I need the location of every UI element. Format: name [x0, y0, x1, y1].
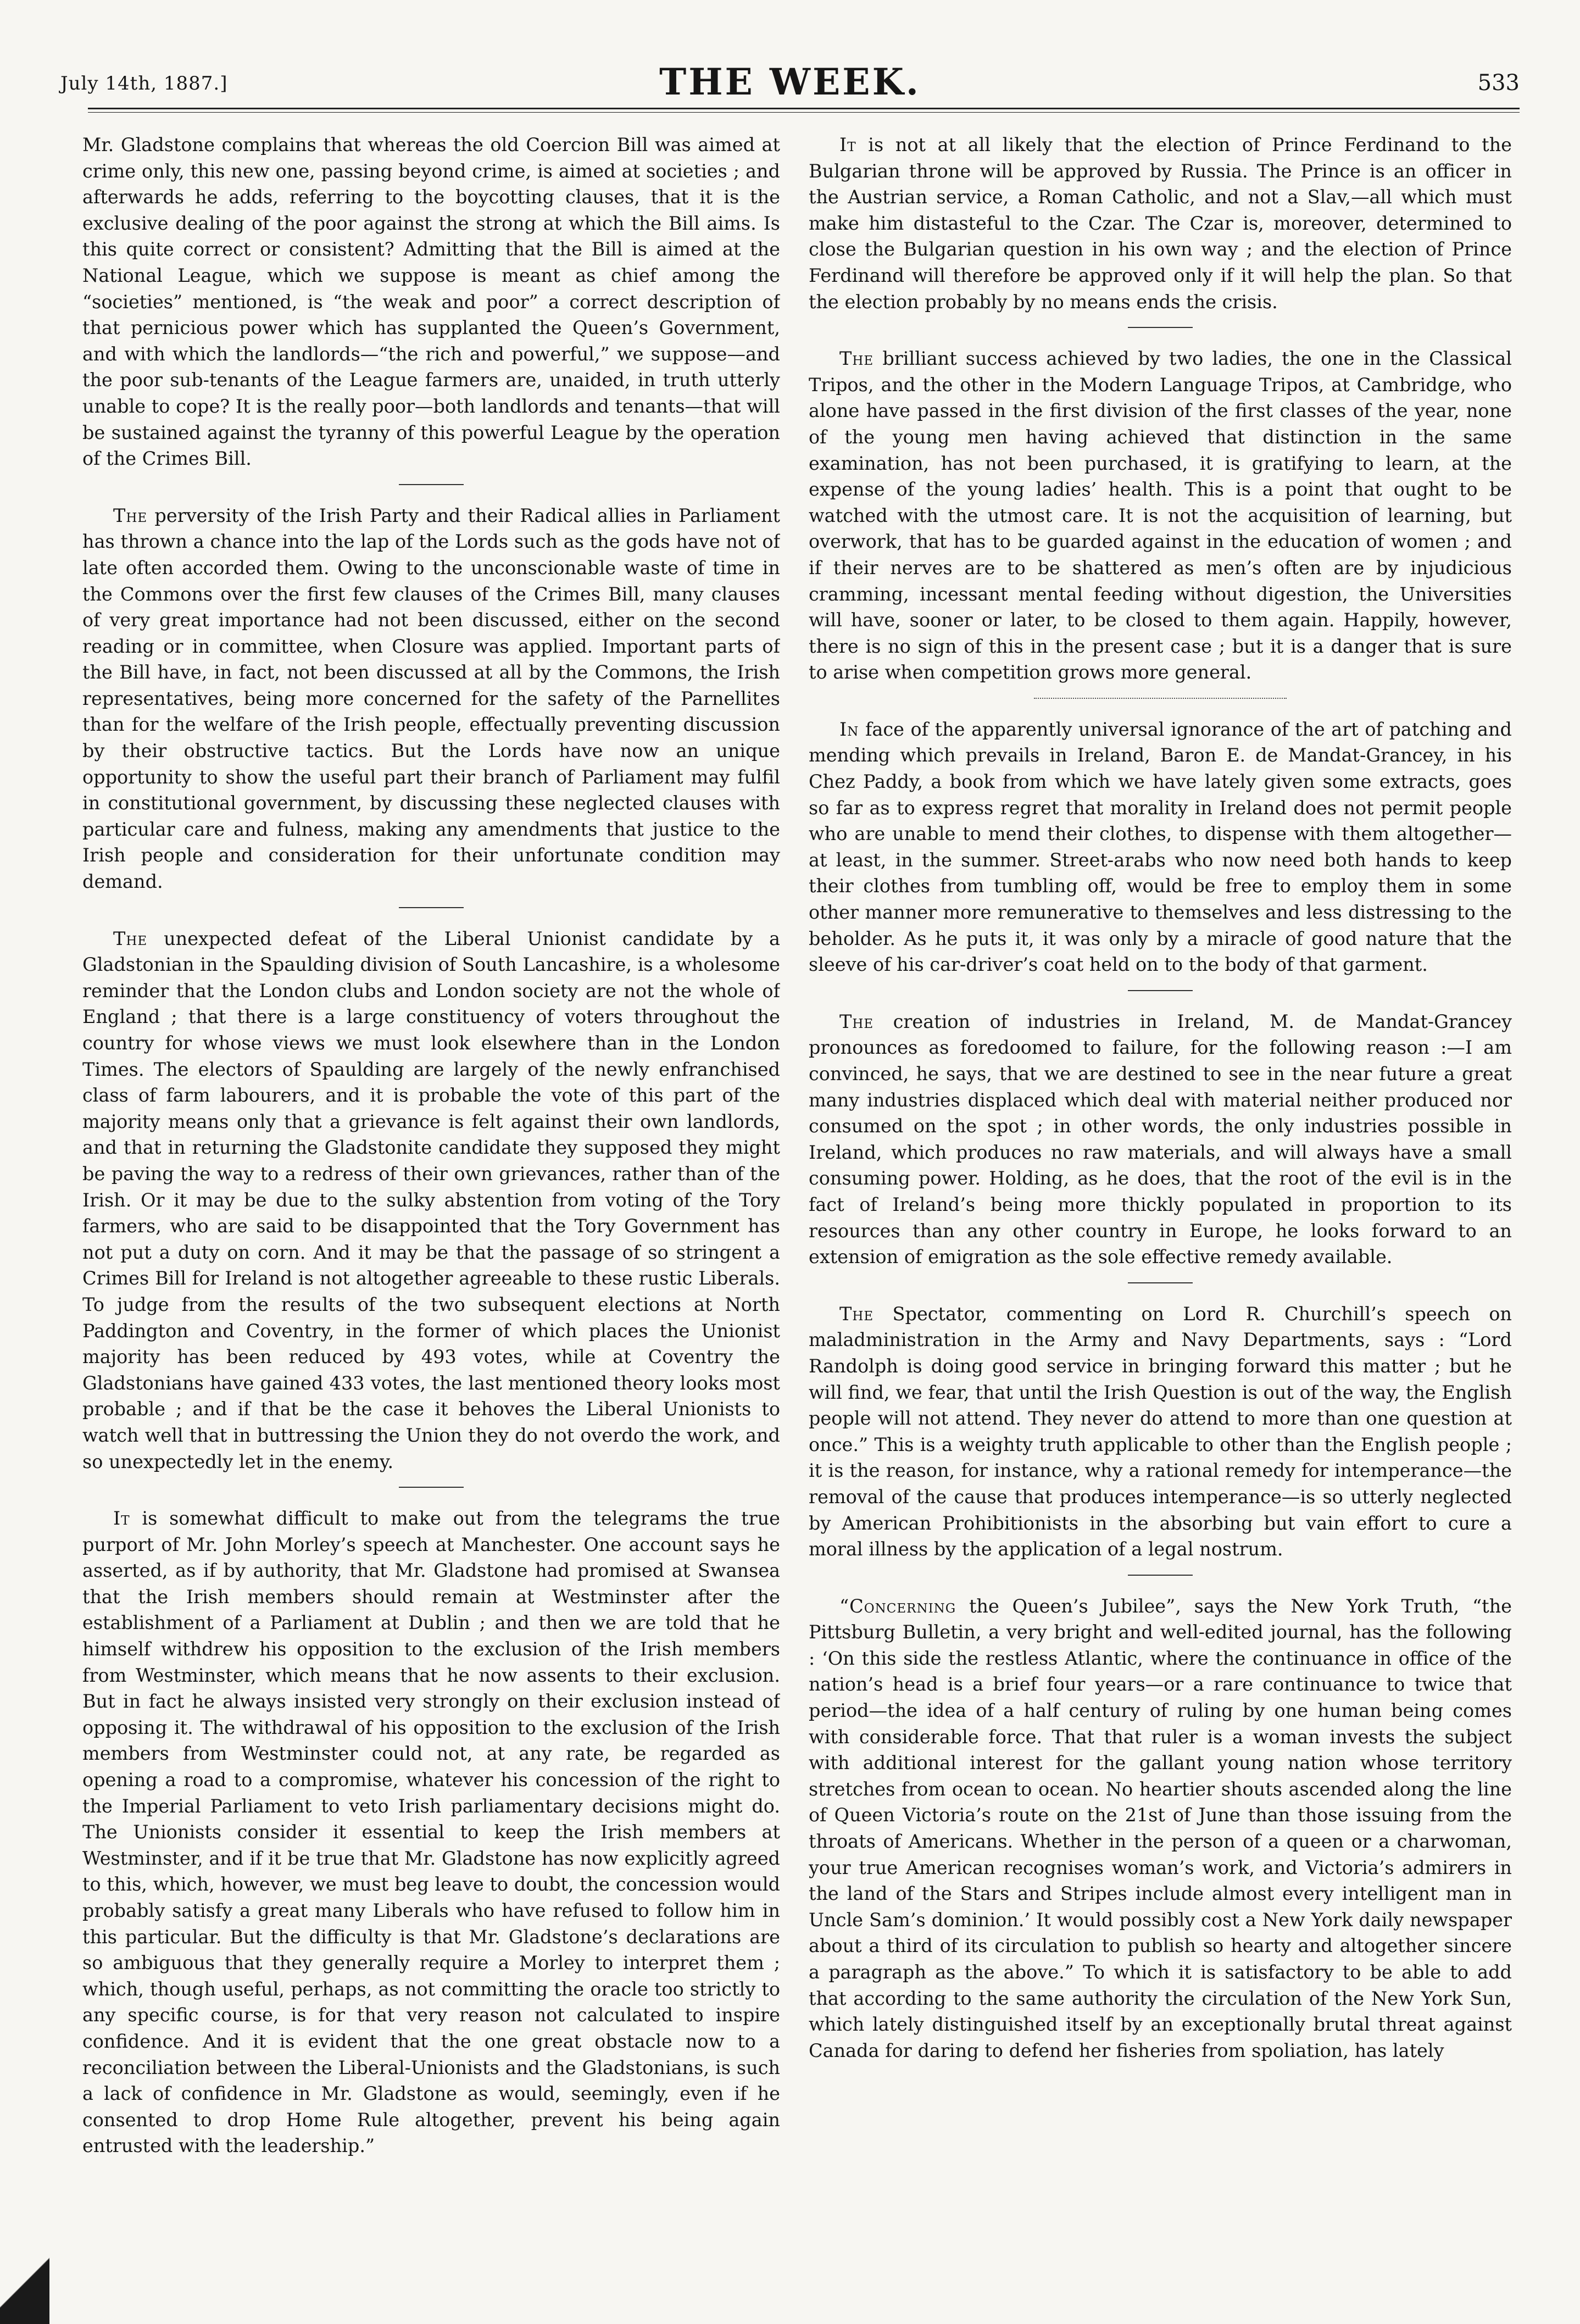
article-text: is not at all likely that the election of Prince Ferdinand to the Bulgarian throne will be approved by Russia. The Prince is an officer in the Austrian service, a Roman Catholic, and not a Slav,—all which must make him distasteful to the Czar. The Czar is, moreover, determined to close the Bulgarian question in his own way ; and the election of Prince Ferdinand will therefore be approved only if it will help the plan. So that the election probably by no means ends the crisis. — [809, 134, 1512, 313]
article-lead: The — [113, 504, 148, 526]
article-text: the Queen’s Jubilee”, says the New York Truth, “the Pittsburg Bulletin, a very bright and well-edited journal, has the following : ‘On this side the restless Atlantic, where the continuance in office of the nation’s head is a brief four years—or a rare continuance to twice that period—the idea of a half century of ruling by one human being comes with considerable force. That that ruler is a woman invests the subject with additional interest for the gallant young nation whose territory stretches from ocean to ocean. No heartier shouts ascended along the line of Queen Victoria’s route on the 21st of June than those issuing from the throats of Americans. Whether in the person of a queen or a charwoman, your true American recognises woman’s work, and Victoria’s admirers in the land of the Stars and Stripes include almost every intelligent man in Uncle Sam’s dominion.’ It would possibly cost a New York daily newspaper about a third of its circulation to publish so hearty and altogether sincere a paragraph as the above.” To which it is satisfactory to be able to add that according to the same authority the circulation of the New York Sun, which lately distinguished itself by an exceptionally brutal threat against Canada for daring to defend her fisheries from spoliation, has lately — [809, 1595, 1512, 2061]
article-text: unexpected defeat of the Liberal Unionist candidate by a Gladstonian in the Spaulding division of South Lancashire, is a wholesome reminder that the London clubs and London society are not the whole of England ; that there is a large constituency of voters throughout the country for whose views we must look elsewhere than in the London Times. The electors of Spaulding are largely of the newly enfranchised class of farm labourers, and it is probable the vote of this part of the majority means only that a grievance is felt against their own landlords, and that in returning the Gladstonite candidate they supposed they might be paving the way to a redress of their own grievances, rather than of the Irish. Or it may be due to the sulky abstention from voting of the Tory farmers, who are said to be disappointed that the Tory Government has not put a duty on corn. And it may be that the passage of so stringent a Crimes Bill for Ireland is not altogether agreeable to these rustic Liberals. To judge from the results of the two subsequent elections at North Paddington and Coventry, in the former of which places the Unionist majority has been reduced by 493 votes, while at Coventry the Gladstonians have gained 433 votes, the last mentioned theory looks most probable ; and if that be the case it behoves the Liberal Unionists to watch well that in buttressing the Union they do not overdo the work, and so unexpectedly let in the enemy. — [82, 927, 780, 1472]
article-spectator-churchill — [809, 1301, 1512, 1563]
article-spaulding-election — [82, 926, 780, 1475]
article-gladstone-coercion — [82, 132, 780, 472]
scan-edge-shadow — [0, 2225, 49, 2324]
article-text: face of the apparently universal ignorance of the art of patching and mending which prevails in Ireland, Baron E. de Mandat-Grancey, in his Chez Paddy, a book from which we have lately given some extracts, goes so far as to express regret that morality in Ireland does not permit people who are unable to mend their clothes, to dispense with them altogether—at least, in the summer. Street-arabs who now need both hands to keep their clothes from tumbling off, would be free to employ them in some other manner more remunerative to themselves and less distressing to the beholder. As he puts it, it was only by a miracle of good nature that the sleeve of his car-driver’s coat held on to the body of that garment. — [809, 718, 1512, 976]
publication-title: THE WEEK. — [659, 60, 921, 103]
article-lead: The — [839, 1010, 874, 1032]
header-rule-thin — [88, 112, 1520, 113]
article-divider — [1034, 698, 1287, 699]
article-morley-speech — [82, 1505, 780, 2159]
article-divider — [1128, 327, 1193, 328]
article-lead: The — [113, 927, 148, 949]
article-text: creation of industries in Ireland, M. de Mandat-Grancey pronounces as foredoomed to failure, for the following reason :—I am convinced, he says, that we are destined to see in the near future a great many industries displaced which deal with material neither produced nor consumed on the spot ; in other words, the only industries possible in Ireland, which produces no raw materials, and will always have a small consuming power. Holding, as he does, that the root of the evil is in the fact of Ireland’s being more thickly populated in proportion to its resources than any other country in Europe, he looks forward to an extension of emigration as the sole effective remedy available. — [809, 1010, 1512, 1268]
page-header — [60, 60, 1520, 104]
article-divider — [399, 907, 464, 908]
article-text: perversity of the Irish Party and their Radical allies in Parliament has thrown a chance into the lap of the Lords such as the gods have not of late often accorded them. Owing to the unconscionable waste of time in the Commons over the first few clauses of the Crimes Bill, many clauses of very great importance had not been discussed, either on the second reading or in committee, when Closure was applied. Important parts of the Bill have, in fact, not been discussed at all by the Commons, the Irish representatives, being more concerned for the safety of the Parnellites than for the welfare of the Irish people, effectually preventing discussion by their obstructive tactics. But the Lords have now an unique opportunity to show the useful part their branch of Parliament may fulfil in constitutional government, by discussing these neglected clauses with particular care and fulness, making any amendments that justice to the Irish people and consideration for their unfortunate condition may demand. — [82, 504, 780, 893]
article-queens-jubilee — [809, 1593, 1512, 2064]
article-lead: It — [113, 1508, 130, 1530]
article-lead: In — [839, 718, 859, 740]
article-text: Mr. Gladstone complains that whereas the old Coercion Bill was aimed at crime only, this new one, passing beyond crime, is aimed at societies ; and afterwards he adds, referring to the boycotting clauses, that it is the exclusive dealing of the poor against the strong at which the Bill aims. Is this quite correct or consistent? Admitting that the Bill is aimed at the National League, which we suppose is meant as chief among the “societies” mentioned, is “the weak and poor” a correct description of that pernicious power which has supplanted the Queen’s Government, and with which the landlords—“the rich and powerful,” we suppose—and the poor sub-tenants of the League farmers are, unaided, in truth utterly unable to cope? It is the really poor—both landlords and tenants—that will be sustained against the tyranny of this powerful League by the operation of the Crimes Bill. — [82, 134, 780, 470]
article-divider — [1128, 1282, 1193, 1283]
article-irish-industries — [809, 1009, 1512, 1270]
article-text: brilliant success achieved by two ladies, the one in the Classical Tripos, and the other in the Modern Language Tripos, at Cambridge, who alone have passed in the first division of the first classes of the year, none of the young men having achieved that distinction in the same examination, has not been purchased, it is gratifying to learn, at the expense of the young ladies’ health. This is a point that ought to be watched with the utmost care. It is not the acquisition of learning, but overwork, that has to be guarded against in the education of women ; and if their nerves are to be shattered as men’s often are by injudicious cramming, incessant mental feeding without digestion, the Universities will have, sooner or later, to be closed to them again. Happily, however, there is no sign of this in the present case ; but it is a danger that is sure to arise when competition grows more general. — [809, 348, 1512, 683]
article-cambridge-tripos — [809, 346, 1512, 686]
article-divider — [1128, 990, 1193, 991]
page-number: 533 — [1477, 70, 1520, 96]
left-column — [82, 132, 780, 2275]
article-chez-paddy — [809, 716, 1512, 978]
article-irish-party-lords — [82, 503, 780, 895]
header-rule — [88, 108, 1520, 109]
article-prince-ferdinand — [809, 132, 1512, 315]
article-lead: It — [839, 134, 856, 155]
article-lead: “Concerning — [839, 1595, 956, 1617]
article-text: is somewhat difficult to make out from the telegrams the true purport of Mr. John Morley’s speech at Manchester. One account says he asserted, as if by authority, that Mr. Gladstone had promised at Swansea that the Irish members should remain at Westminster after the establishment of a Parliament at Dublin ; and then we are told that he himself withdrew his opposition to the exclusion of the Irish members from Westminster, which means that he now assents to their exclusion. But in fact he always insisted very strongly on their exclusion instead of opposing it. The withdrawal of his opposition to the exclusion of the Irish members from Westminster could not, at any rate, be regarded as opening a road to a compromise, whatever his concession of the right to the Imperial Parliament to veto Irish parliamentary decisions might do. The Unionists consider it essential to keep the Irish members at Westminster, and if it be true that Mr. Gladstone has now explicitly agreed to this, which, however, we must beg leave to doubt, the concession would probably satisfy a great many Liberals who have refused to follow him in this particular. But the difficulty is that Mr. Gladstone’s declarations are so ambiguous that they generally require a Morley to interpret them ; which, though useful, perhaps, as not committing the oracle too strictly to any specific course, is for that very reason not calculated to inspire confidence. And it is evident that the one great obstacle now to a reconciliation between the Liberal-Unionists and the Gladstonians, is such a lack of confidence in Mr. Gladstone as would, seemingly, even if he consented to drop Home Rule altogether, prevent his being again entrusted with the leadership.” — [82, 1508, 780, 2157]
right-column — [809, 132, 1512, 2275]
article-lead: The — [839, 348, 874, 370]
article-divider — [399, 484, 464, 485]
article-divider — [399, 1487, 464, 1488]
article-lead: The — [839, 1303, 874, 1325]
article-divider — [1128, 1575, 1193, 1576]
issue-date: July 14th, 1887.] — [60, 73, 228, 94]
article-text: Spectator, commenting on Lord R. Churchill’s speech on maladministration in the Army and Navy Departments, says : “Lord Randolph is doing good service in bringing forward this matter ; but he will find, we fear, that until the Irish Question is out of the way, the English people will not attend. They never do attend to more than one question at once.” This is a weighty truth applicable to other than the English people ; it is the reason, for instance, why a rational remedy for intemperance—the removal of the cause that produces intemperance—is so utterly neglected by American Prohibitionists in the absorbing but vain effort to cure a moral illness by the application of a legal nostrum. — [809, 1303, 1512, 1560]
